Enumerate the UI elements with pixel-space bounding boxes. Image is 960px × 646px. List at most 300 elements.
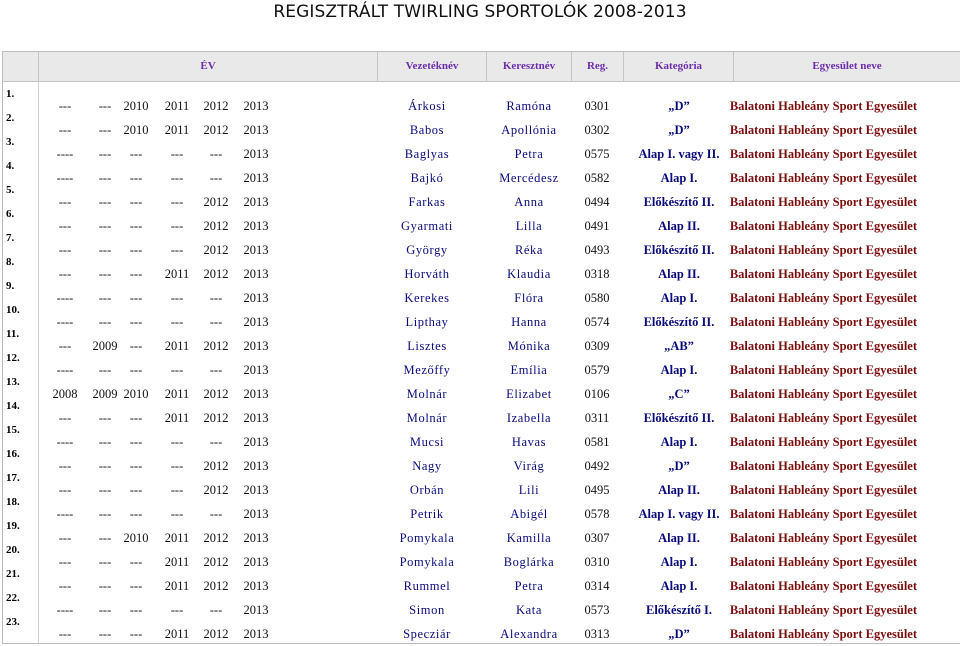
year-cell: ---- xyxy=(56,435,74,449)
table-row xyxy=(3,280,960,310)
last-name-cell: Nagy xyxy=(412,459,442,473)
table-row xyxy=(3,112,960,142)
year-cell: 2013 xyxy=(243,267,269,281)
year-cell: --- xyxy=(170,315,184,329)
row-number: 9. xyxy=(6,280,15,292)
row-number: 5. xyxy=(6,184,15,196)
year-cell: --- xyxy=(98,483,112,497)
last-name-cell: Pomykala xyxy=(399,531,455,545)
last-name-cell: Baglyas xyxy=(404,147,450,161)
table-row xyxy=(3,352,960,382)
row-number: 14. xyxy=(6,400,20,412)
year-cell: 2008 xyxy=(52,387,78,401)
table-row xyxy=(3,544,960,574)
last-name-cell: Lisztes xyxy=(407,339,447,353)
category-cell: „D” xyxy=(668,627,690,641)
year-cell: --- xyxy=(98,627,112,641)
table-row xyxy=(3,88,960,118)
club-cell: Balatoni Hableány Sport Egyesület xyxy=(729,99,917,113)
club-cell: Balatoni Hableány Sport Egyesület xyxy=(729,459,917,473)
table-row xyxy=(3,448,960,478)
year-cell: 2012 xyxy=(203,411,229,425)
year-cell: --- xyxy=(58,339,72,353)
year-cell: ---- xyxy=(56,507,74,521)
club-cell: Balatoni Hableány Sport Egyesület xyxy=(729,171,917,185)
year-cell: ---- xyxy=(56,603,74,617)
year-cell: --- xyxy=(129,363,143,377)
year-cell: 2012 xyxy=(203,483,229,497)
year-cell: 2011 xyxy=(164,123,190,137)
year-cell: --- xyxy=(170,147,184,161)
last-name-cell: Babos xyxy=(409,123,445,137)
year-cell: --- xyxy=(98,459,112,473)
header-club: Egyesület neve xyxy=(812,60,882,72)
reg-cell: 0494 xyxy=(584,195,610,209)
year-cell: --- xyxy=(209,291,223,305)
year-cell: ---- xyxy=(56,363,74,377)
year-cell: 2013 xyxy=(243,435,269,449)
table-row xyxy=(3,256,960,286)
category-cell: Előkészítő II. xyxy=(643,315,715,329)
table-row xyxy=(3,616,960,646)
reg-cell: 0307 xyxy=(584,531,610,545)
first-name-cell: Abigél xyxy=(510,507,548,521)
last-name-cell: Molnár xyxy=(406,387,448,401)
year-cell: --- xyxy=(58,627,72,641)
year-cell: 2013 xyxy=(243,315,269,329)
year-cell: --- xyxy=(129,243,143,257)
first-name-cell: Lili xyxy=(518,483,540,497)
first-name-cell: Virág xyxy=(513,459,545,473)
header-year: ÉV xyxy=(200,60,216,72)
club-cell: Balatoni Hableány Sport Egyesület xyxy=(729,411,917,425)
club-cell: Balatoni Hableány Sport Egyesület xyxy=(729,291,917,305)
year-cell: --- xyxy=(129,435,143,449)
year-cell: --- xyxy=(129,315,143,329)
table-row xyxy=(3,232,960,262)
last-name-cell: Pomykala xyxy=(399,555,455,569)
year-cell: 2013 xyxy=(243,603,269,617)
year-cell: --- xyxy=(170,483,184,497)
last-name-cell: Gyarmati xyxy=(400,219,453,233)
year-cell: 2011 xyxy=(164,411,190,425)
year-cell: 2013 xyxy=(243,627,269,641)
year-cell: 2011 xyxy=(164,387,190,401)
table-row xyxy=(3,472,960,502)
year-cell: 2013 xyxy=(243,483,269,497)
year-cell: --- xyxy=(129,627,143,641)
year-cell: --- xyxy=(58,579,72,593)
year-cell: --- xyxy=(170,507,184,521)
year-cell: 2012 xyxy=(203,195,229,209)
year-cell: --- xyxy=(58,555,72,569)
year-cell: --- xyxy=(129,219,143,233)
header-reg: Reg. xyxy=(586,60,609,72)
year-cell: --- xyxy=(98,171,112,185)
year-cell: --- xyxy=(209,147,223,161)
year-cell: 2010 xyxy=(123,531,149,545)
year-cell: --- xyxy=(98,363,112,377)
first-name-cell: Boglárka xyxy=(503,555,555,569)
row-number: 6. xyxy=(6,208,15,220)
category-cell: Alap I. vagy II. xyxy=(638,507,720,521)
row-number: 18. xyxy=(6,496,20,508)
year-cell: --- xyxy=(98,555,112,569)
year-cell: --- xyxy=(129,171,143,185)
year-cell: --- xyxy=(129,147,143,161)
year-cell: --- xyxy=(129,195,143,209)
year-cell: --- xyxy=(170,219,184,233)
reg-cell: 0578 xyxy=(584,507,610,521)
year-cell: --- xyxy=(58,243,72,257)
year-cell: --- xyxy=(129,483,143,497)
last-name-cell: Orbán xyxy=(409,483,445,497)
year-cell: 2012 xyxy=(203,123,229,137)
category-cell: Alap I. xyxy=(660,291,698,305)
header-category: Kategória xyxy=(654,60,703,72)
category-cell: Alap I. xyxy=(660,555,698,569)
club-cell: Balatoni Hableány Sport Egyesület xyxy=(729,267,917,281)
reg-cell: 0106 xyxy=(584,387,610,401)
category-cell: Alap I. xyxy=(660,363,698,377)
year-cell: --- xyxy=(98,195,112,209)
year-cell: --- xyxy=(129,603,143,617)
row-number: 4. xyxy=(6,160,15,172)
row-number: 7. xyxy=(6,232,15,244)
category-cell: Előkészítő II. xyxy=(643,195,715,209)
year-cell: 2013 xyxy=(243,123,269,137)
year-cell: 2011 xyxy=(164,579,190,593)
club-cell: Balatoni Hableány Sport Egyesület xyxy=(729,435,917,449)
year-cell: --- xyxy=(98,243,112,257)
year-cell: --- xyxy=(98,579,112,593)
year-cell: --- xyxy=(58,99,72,113)
year-cell: 2011 xyxy=(164,627,190,641)
club-cell: Balatoni Hableány Sport Egyesület xyxy=(729,195,917,209)
year-cell: 2013 xyxy=(243,219,269,233)
club-cell: Balatoni Hableány Sport Egyesület xyxy=(729,483,917,497)
club-cell: Balatoni Hableány Sport Egyesület xyxy=(729,147,917,161)
reg-cell: 0302 xyxy=(584,123,610,137)
year-cell: 2013 xyxy=(243,459,269,473)
year-cell: --- xyxy=(209,603,223,617)
row-number: 8. xyxy=(6,256,15,268)
year-cell: 2009 xyxy=(92,339,118,353)
year-cell: 2012 xyxy=(203,531,229,545)
table-row xyxy=(3,520,960,550)
first-name-cell: Izabella xyxy=(506,411,552,425)
year-cell: 2012 xyxy=(203,243,229,257)
year-cell: --- xyxy=(170,171,184,185)
year-cell: --- xyxy=(58,483,72,497)
last-name-cell: Bajkó xyxy=(410,171,444,185)
reg-cell: 0582 xyxy=(584,171,610,185)
athlete-table xyxy=(2,51,960,644)
year-cell: 2013 xyxy=(243,507,269,521)
row-number: 16. xyxy=(6,448,20,460)
last-name-cell: Farkas xyxy=(408,195,446,209)
last-name-cell: Árkosi xyxy=(408,99,446,113)
club-cell: Balatoni Hableány Sport Egyesület xyxy=(729,627,917,641)
table-row xyxy=(3,400,960,430)
first-name-cell: Petra xyxy=(514,147,544,161)
year-cell: --- xyxy=(209,507,223,521)
table-row xyxy=(3,496,960,526)
table-row xyxy=(3,184,960,214)
year-cell: 2011 xyxy=(164,531,190,545)
year-cell: 2013 xyxy=(243,531,269,545)
first-name-cell: Kamilla xyxy=(506,531,552,545)
category-cell: Alap I. xyxy=(660,171,698,185)
category-cell: „AB” xyxy=(664,339,694,353)
row-number: 12. xyxy=(6,352,20,364)
year-cell: 2010 xyxy=(123,123,149,137)
last-name-cell: Rummel xyxy=(403,579,451,593)
header-first-name: Keresztnév xyxy=(502,60,556,72)
club-cell: Balatoni Hableány Sport Egyesület xyxy=(729,339,917,353)
year-cell: --- xyxy=(129,291,143,305)
year-cell: 2012 xyxy=(203,459,229,473)
year-cell: 2011 xyxy=(164,555,190,569)
reg-cell: 0493 xyxy=(584,243,610,257)
year-cell: --- xyxy=(58,219,72,233)
row-number: 13. xyxy=(6,376,20,388)
year-cell: ---- xyxy=(56,171,74,185)
reg-cell: 0301 xyxy=(584,99,610,113)
table-row xyxy=(3,160,960,190)
year-cell: --- xyxy=(58,531,72,545)
year-cell: --- xyxy=(98,315,112,329)
category-cell: Alap II. xyxy=(658,267,700,281)
year-cell: 2013 xyxy=(243,411,269,425)
last-name-cell: Lipthay xyxy=(405,315,449,329)
year-cell: 2012 xyxy=(203,555,229,569)
category-cell: „D” xyxy=(668,123,690,137)
year-cell: --- xyxy=(170,291,184,305)
club-cell: Balatoni Hableány Sport Egyesület xyxy=(729,555,917,569)
year-cell: 2013 xyxy=(243,171,269,185)
year-cell: 2012 xyxy=(203,387,229,401)
first-name-cell: Réka xyxy=(514,243,544,257)
year-cell: 2012 xyxy=(203,219,229,233)
year-cell: --- xyxy=(98,291,112,305)
category-cell: Alap I. xyxy=(660,435,698,449)
year-cell: --- xyxy=(129,411,143,425)
year-cell: --- xyxy=(98,531,112,545)
row-number: 20. xyxy=(6,544,20,556)
year-cell: 2013 xyxy=(243,99,269,113)
year-cell: --- xyxy=(98,435,112,449)
category-cell: Alap I. vagy II. xyxy=(638,147,720,161)
row-number: 1. xyxy=(6,88,15,100)
category-cell: „C” xyxy=(668,387,690,401)
row-number: 21. xyxy=(6,568,20,580)
year-cell: ---- xyxy=(56,291,74,305)
year-cell: --- xyxy=(129,507,143,521)
category-cell: Előkészítő II. xyxy=(643,243,715,257)
table-row xyxy=(3,304,960,334)
header-last-name: Vezetéknév xyxy=(405,60,459,72)
row-number: 15. xyxy=(6,424,20,436)
year-cell: 2011 xyxy=(164,339,190,353)
year-cell: 2010 xyxy=(123,99,149,113)
first-name-cell: Anna xyxy=(514,195,544,209)
club-cell: Balatoni Hableány Sport Egyesület xyxy=(729,315,917,329)
reg-cell: 0309 xyxy=(584,339,610,353)
year-cell: --- xyxy=(58,195,72,209)
table-row xyxy=(3,424,960,454)
year-cell: --- xyxy=(98,507,112,521)
first-name-cell: Klaudia xyxy=(507,267,551,281)
year-cell: 2013 xyxy=(243,555,269,569)
year-cell: --- xyxy=(170,459,184,473)
category-cell: Előkészítő II. xyxy=(643,411,715,425)
year-cell: --- xyxy=(170,243,184,257)
reg-cell: 0579 xyxy=(584,363,610,377)
year-cell: 2013 xyxy=(243,363,269,377)
reg-cell: 0495 xyxy=(584,483,610,497)
last-name-cell: Petrik xyxy=(410,507,444,521)
reg-cell: 0310 xyxy=(584,555,610,569)
header-bottom-border xyxy=(3,81,960,82)
first-name-cell: Hanna xyxy=(511,315,547,329)
first-name-cell: Havas xyxy=(511,435,547,449)
year-cell: --- xyxy=(98,267,112,281)
club-cell: Balatoni Hableány Sport Egyesület xyxy=(729,363,917,377)
year-cell: --- xyxy=(58,123,72,137)
year-cell: ---- xyxy=(56,315,74,329)
reg-cell: 0311 xyxy=(584,411,610,425)
row-number: 17. xyxy=(6,472,20,484)
page-title: REGISZTRÁLT TWIRLING SPORTOLÓK 2008-2013 xyxy=(273,2,687,22)
category-cell: „D” xyxy=(668,99,690,113)
row-number: 11. xyxy=(6,328,20,340)
first-name-cell: Apollónia xyxy=(501,123,557,137)
first-name-cell: Lilla xyxy=(515,219,543,233)
first-name-cell: Mónika xyxy=(507,339,551,353)
year-cell: 2013 xyxy=(243,579,269,593)
year-cell: 2012 xyxy=(203,267,229,281)
category-cell: Alap I. xyxy=(660,579,698,593)
year-cell: 2013 xyxy=(243,243,269,257)
first-name-cell: Emília xyxy=(510,363,548,377)
first-name-cell: Ramóna xyxy=(506,99,552,113)
first-name-cell: Flóra xyxy=(514,291,544,305)
table-row xyxy=(3,568,960,598)
year-cell: --- xyxy=(209,315,223,329)
year-cell: 2011 xyxy=(164,99,190,113)
row-number: 22. xyxy=(6,592,20,604)
first-name-cell: Alexandra xyxy=(500,627,558,641)
year-cell: --- xyxy=(170,363,184,377)
last-name-cell: Kerekes xyxy=(404,291,450,305)
club-cell: Balatoni Hableány Sport Egyesület xyxy=(729,507,917,521)
year-cell: --- xyxy=(129,267,143,281)
club-cell: Balatoni Hableány Sport Egyesület xyxy=(729,531,917,545)
year-cell: --- xyxy=(98,147,112,161)
year-cell: --- xyxy=(98,603,112,617)
year-cell: 2012 xyxy=(203,627,229,641)
year-cell: --- xyxy=(58,411,72,425)
first-name-cell: Mercédesz xyxy=(499,171,559,185)
year-cell: --- xyxy=(129,339,143,353)
last-name-cell: Simon xyxy=(409,603,445,617)
first-name-cell: Kata xyxy=(516,603,542,617)
year-cell: 2013 xyxy=(243,195,269,209)
reg-cell: 0580 xyxy=(584,291,610,305)
year-cell: 2013 xyxy=(243,147,269,161)
table-row xyxy=(3,328,960,358)
club-cell: Balatoni Hableány Sport Egyesület xyxy=(729,603,917,617)
table-row xyxy=(3,376,960,406)
reg-cell: 0313 xyxy=(584,627,610,641)
row-number: 2. xyxy=(6,112,15,124)
year-cell: --- xyxy=(98,219,112,233)
reg-cell: 0491 xyxy=(584,219,610,233)
year-cell: --- xyxy=(58,267,72,281)
last-name-cell: Mezőffy xyxy=(403,363,451,377)
reg-cell: 0575 xyxy=(584,147,610,161)
last-name-cell: Mucsi xyxy=(409,435,445,449)
category-cell: Alap II. xyxy=(658,531,700,545)
row-number: 10. xyxy=(6,304,20,316)
year-cell: 2009 xyxy=(92,387,118,401)
year-cell: --- xyxy=(209,363,223,377)
year-cell: --- xyxy=(129,459,143,473)
last-name-cell: Molnár xyxy=(406,411,448,425)
table-row xyxy=(3,136,960,166)
club-cell: Balatoni Hableány Sport Egyesület xyxy=(729,243,917,257)
year-cell: --- xyxy=(98,99,112,113)
year-cell: 2012 xyxy=(203,339,229,353)
year-cell: --- xyxy=(129,555,143,569)
reg-cell: 0581 xyxy=(584,435,610,449)
club-cell: Balatoni Hableány Sport Egyesület xyxy=(729,123,917,137)
year-cell: 2013 xyxy=(243,291,269,305)
year-cell: --- xyxy=(129,579,143,593)
club-cell: Balatoni Hableány Sport Egyesület xyxy=(729,219,917,233)
year-cell: --- xyxy=(170,603,184,617)
year-cell: 2012 xyxy=(203,579,229,593)
year-cell: ---- xyxy=(56,147,74,161)
year-cell: --- xyxy=(170,195,184,209)
category-cell: Alap II. xyxy=(658,483,700,497)
reg-cell: 0573 xyxy=(584,603,610,617)
reg-cell: 0492 xyxy=(584,459,610,473)
table-header xyxy=(3,52,960,81)
category-cell: Alap II. xyxy=(658,219,700,233)
table-row xyxy=(3,208,960,238)
year-cell: 2012 xyxy=(203,99,229,113)
club-cell: Balatoni Hableány Sport Egyesület xyxy=(729,387,917,401)
reg-cell: 0314 xyxy=(584,579,610,593)
year-cell: --- xyxy=(98,123,112,137)
year-cell: --- xyxy=(170,435,184,449)
row-number: 23. xyxy=(6,616,20,628)
row-number: 19. xyxy=(6,520,20,532)
year-cell: --- xyxy=(209,435,223,449)
row-number: 3. xyxy=(6,136,15,148)
table-row xyxy=(3,592,960,622)
last-name-cell: Specziár xyxy=(403,627,451,641)
year-cell: 2013 xyxy=(243,387,269,401)
last-name-cell: György xyxy=(406,243,448,257)
first-name-cell: Petra xyxy=(514,579,544,593)
last-name-cell: Horváth xyxy=(404,267,450,281)
year-cell: --- xyxy=(58,459,72,473)
year-cell: 2013 xyxy=(243,339,269,353)
reg-cell: 0574 xyxy=(584,315,610,329)
